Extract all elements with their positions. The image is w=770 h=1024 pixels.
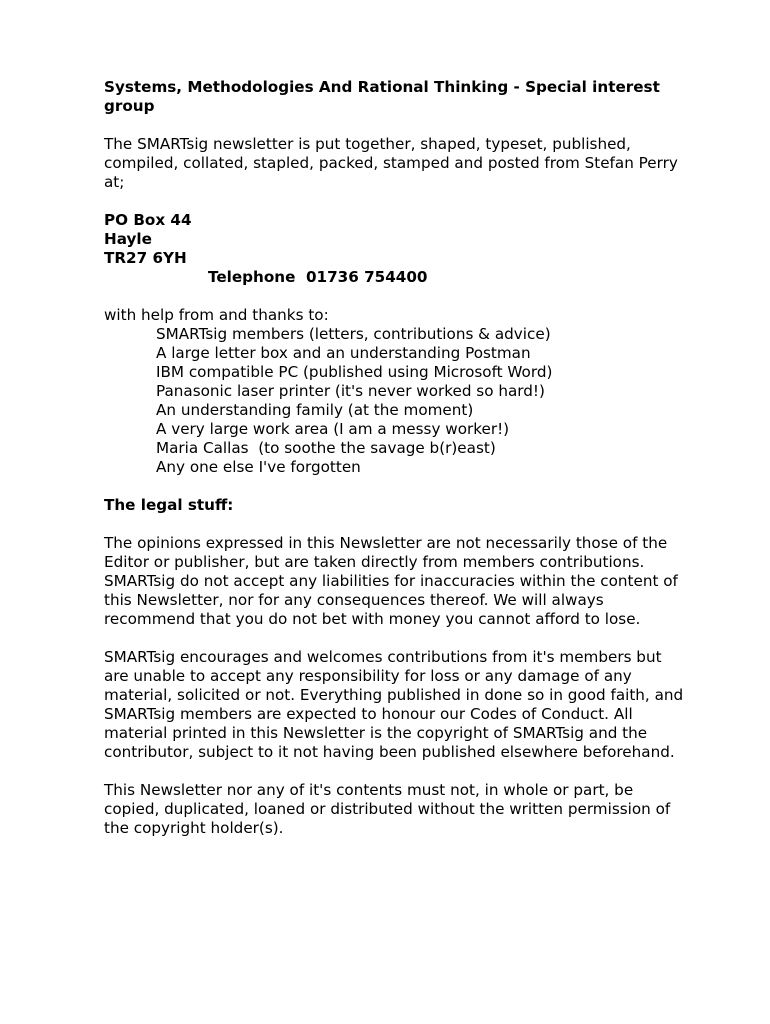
document-page: [104, 78, 684, 857]
address-line-2: Hayle: [104, 230, 152, 248]
thanks-list: [104, 325, 684, 477]
thanks-item: A large letter box and an understanding Postman: [156, 344, 531, 362]
address-line-1: PO Box 44: [104, 211, 192, 229]
legal-paragraph-contributions: SMARTsig encourages and welcomes contributions from it's members but are unable to accept any responsibility for loss or any damage of any material, solicited or not. Everything published in done so in good faith, and SMARTsig members are expected to honour our Codes of Conduct. All material printed in this Newsletter is the copyright of SMARTsig and the contributor, subject to it not having been published elsewhere beforehand.: [104, 648, 684, 761]
thanks-item: Panasonic laser printer (it's never worked so hard!): [156, 382, 545, 400]
postal-address: [104, 211, 684, 287]
telephone-number: Telephone 01736 754400: [208, 268, 428, 286]
thanks-item: Any one else I've forgotten: [156, 458, 361, 476]
legal-heading: The legal stuff:: [104, 496, 234, 514]
thanks-item: Maria Callas (to soothe the savage b(r)east): [156, 439, 496, 457]
thanks-item: IBM compatible PC (published using Microsoft Word): [156, 363, 553, 381]
thanks-heading: with help from and thanks to:: [104, 306, 329, 324]
address-line-3: TR27 6YH: [104, 249, 187, 267]
legal-paragraph-opinions: The opinions expressed in this Newsletter are not necessarily those of the Editor or publisher, but are taken directly from members contributions. SMARTsig do not accept any liabilities for inaccuracies within the content of this Newsletter, nor for any consequences thereof. We will always recommend that you do not bet with money you cannot afford to lose.: [104, 534, 678, 628]
legal-paragraph-copyright: This Newsletter nor any of it's contents must not, in whole or part, be copied, duplicated, loaned or distributed without the written permission of the copyright holder(s).: [104, 781, 671, 837]
document-title: Systems, Methodologies And Rational Thinking - Special interest group: [104, 78, 660, 115]
thanks-section: [104, 306, 684, 477]
thanks-item: An understanding family (at the moment): [156, 401, 474, 419]
intro-paragraph: The SMARTsig newsletter is put together, shaped, typeset, published, compiled, collated, stapled, packed, stamped and posted from Stefan Perry at;: [104, 135, 678, 191]
thanks-item: A very large work area (I am a messy worker!): [156, 420, 510, 438]
thanks-item: SMARTsig members (letters, contributions & advice): [156, 325, 551, 343]
